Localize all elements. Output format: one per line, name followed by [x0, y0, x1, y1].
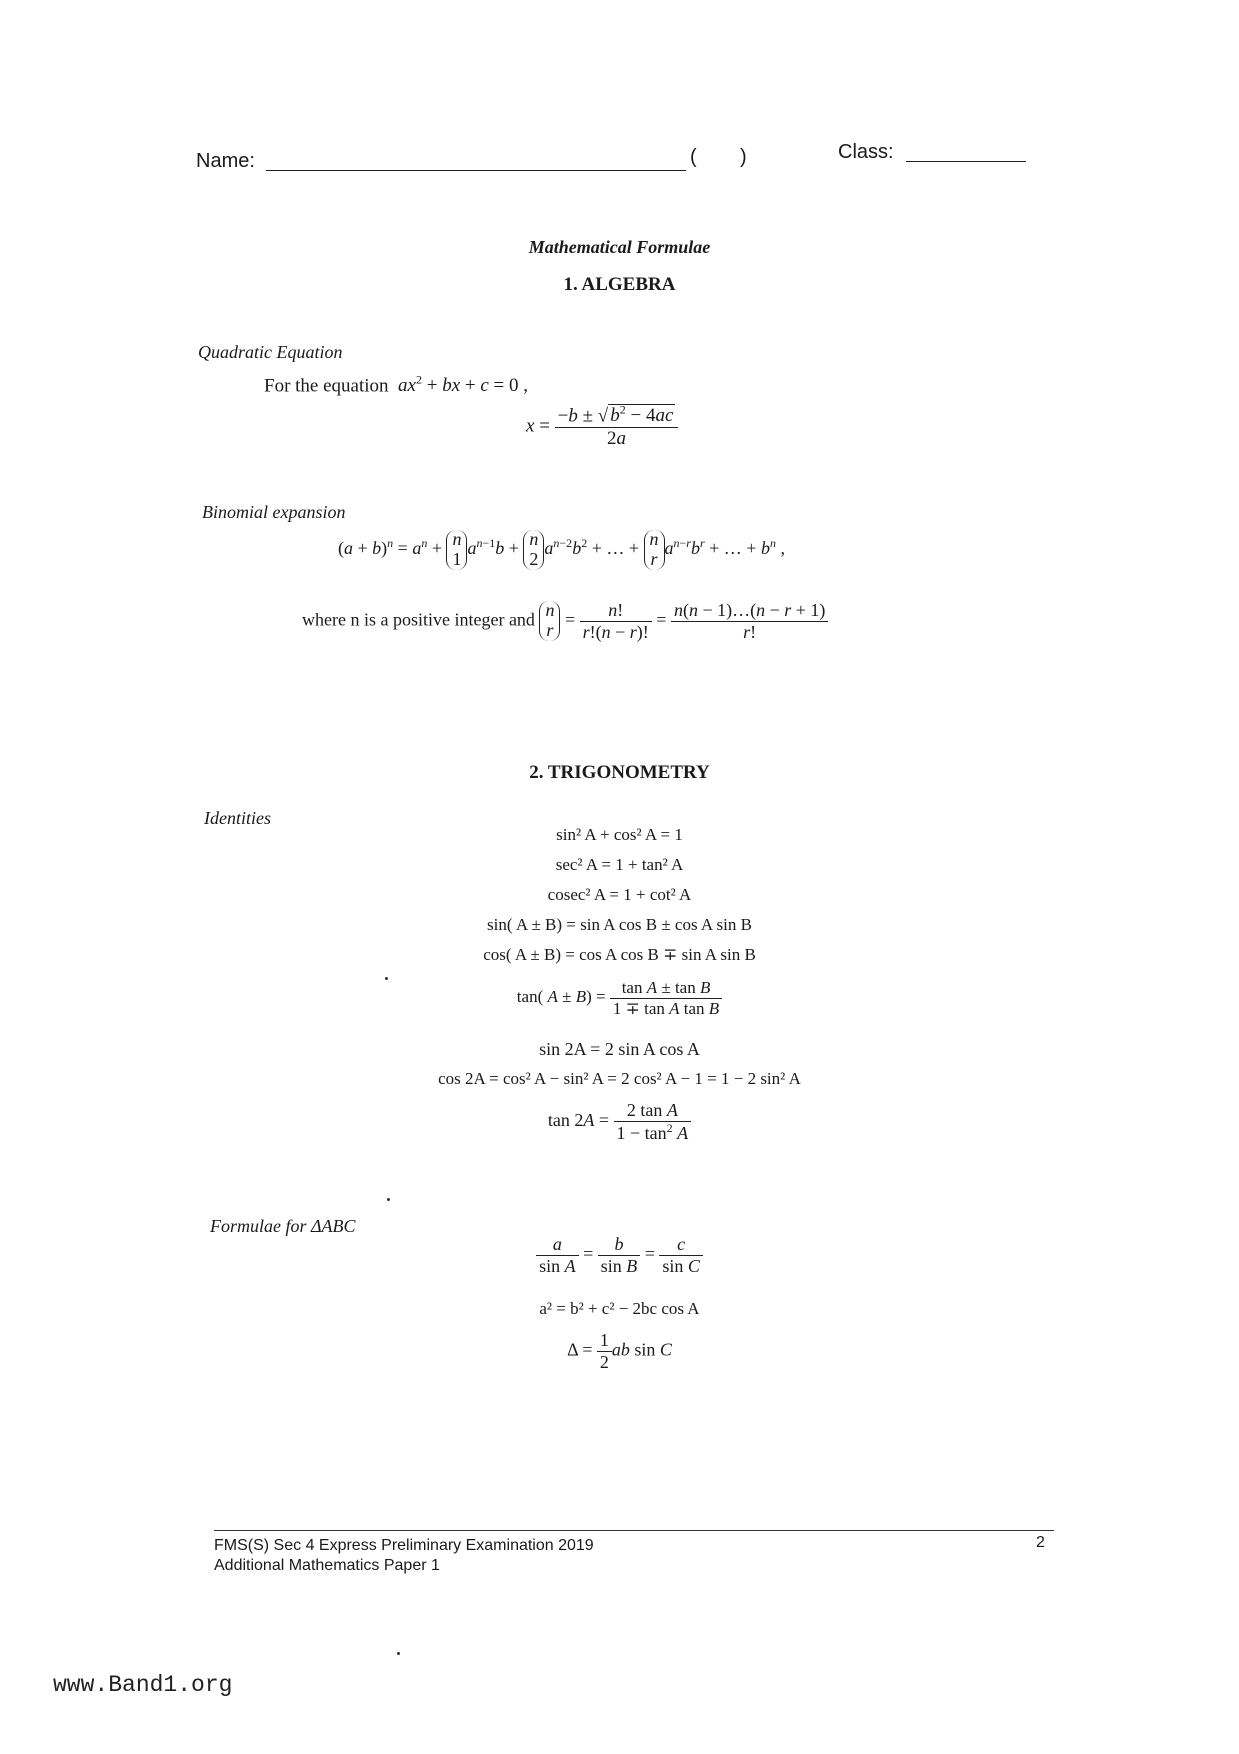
identities-heading: Identities: [204, 808, 271, 828]
binomial-where-text: where n is a positive integer and: [302, 609, 535, 630]
scan-speck: [385, 977, 388, 980]
quadratic-formula: x = $\frac{-b \pm √ b^2 - 4ac}{2a}$: [526, 404, 678, 450]
footer-rule: [214, 1530, 1054, 1531]
class-label: Class:: [838, 141, 894, 163]
identity-3: cosec² A = 1 + cot² A: [547, 885, 692, 904]
section-title-algebra: 1. ALGEBRA: [563, 274, 676, 295]
tan-sum-formula: tan( A ± B) = $\frac{\text{tan A ± tan B}}{\text{1 ∓ tan A tan B}}$: [0, 978, 1239, 1018]
class-field-line[interactable]: [906, 161, 1026, 162]
triangle-area: Δ = $\frac{1}{2}$ ab sin C: [567, 1330, 672, 1372]
page-title: Mathematical Formulae: [528, 237, 711, 257]
quadratic-intro: [264, 374, 528, 395]
watermark-link[interactable]: www.Band1.org: [53, 1672, 233, 1698]
name-label: Name:: [196, 150, 255, 172]
section-title-trigonometry: 2. TRIGONOMETRY: [529, 762, 710, 783]
quadratic-heading: Quadratic Equation: [198, 342, 343, 362]
footer-exam-title: FMS(S) Sec 4 Express Preliminary Examination 2019: [214, 1537, 594, 1554]
footer-paper-title: Additional Mathematics Paper 1: [214, 1557, 440, 1574]
triangle-heading: Formulae for ΔABC: [210, 1216, 356, 1236]
tan-double-angle: tan 2A = $\frac{\text{2 tan A}}{1 - \tan^2 A}$: [0, 1100, 1239, 1143]
identity-4: sin( A ± B) = sin A cos B ± cos A sin B: [487, 915, 752, 934]
name-field-line[interactable]: [266, 170, 686, 171]
identity-2: sec² A = 1 + tan² A: [555, 855, 684, 874]
page-number: 2: [1036, 1534, 1045, 1551]
binomial-heading: Binomial expansion: [202, 502, 346, 522]
cosine-rule: a² = b² + c² − 2bc cos A: [539, 1299, 700, 1318]
identity-5: cos( A ± B) = cos A cos B ∓ sin A sin B: [483, 945, 756, 964]
index-paren-left: (: [690, 146, 697, 168]
index-paren-right: ): [740, 146, 747, 168]
scan-speck: [387, 1198, 390, 1201]
quadratic-equation: $ax^2$ + bx + c = 0 ,: [398, 373, 528, 397]
sin-double-angle: sin 2A = 2 sin A cos A: [539, 1039, 700, 1059]
cos-double-angle: cos 2A = cos² A − sin² A = 2 cos² A − 1 = 1 − 2 sin² A: [438, 1069, 801, 1088]
scan-speck: [397, 1652, 400, 1655]
sine-rule: $\frac{a}{\text{sin A}}$ = $\frac{b}{\text{sin B}}$ = $\frac{c}{\text{sin C}}$: [0, 1234, 1239, 1276]
quadratic-intro-text: For the equation: [264, 375, 389, 397]
binomial-coefficient: where n is a positive integer and n r = $\frac{n!}{r!(n - r)!}$ = $\frac{n(n - 1)\dots(n - r + 1)}{r!}$: [302, 600, 828, 642]
binomial-expansion: $(a + b)^n = a^n$ + n 1 $a^{n-1}b$ + n 2 $a^{n-2}b^2$ + … + n r $a^{n-r}b^r$ + … + $b^n$ ,: [338, 529, 785, 569]
identity-1: sin² A + cos² A = 1: [556, 825, 683, 844]
